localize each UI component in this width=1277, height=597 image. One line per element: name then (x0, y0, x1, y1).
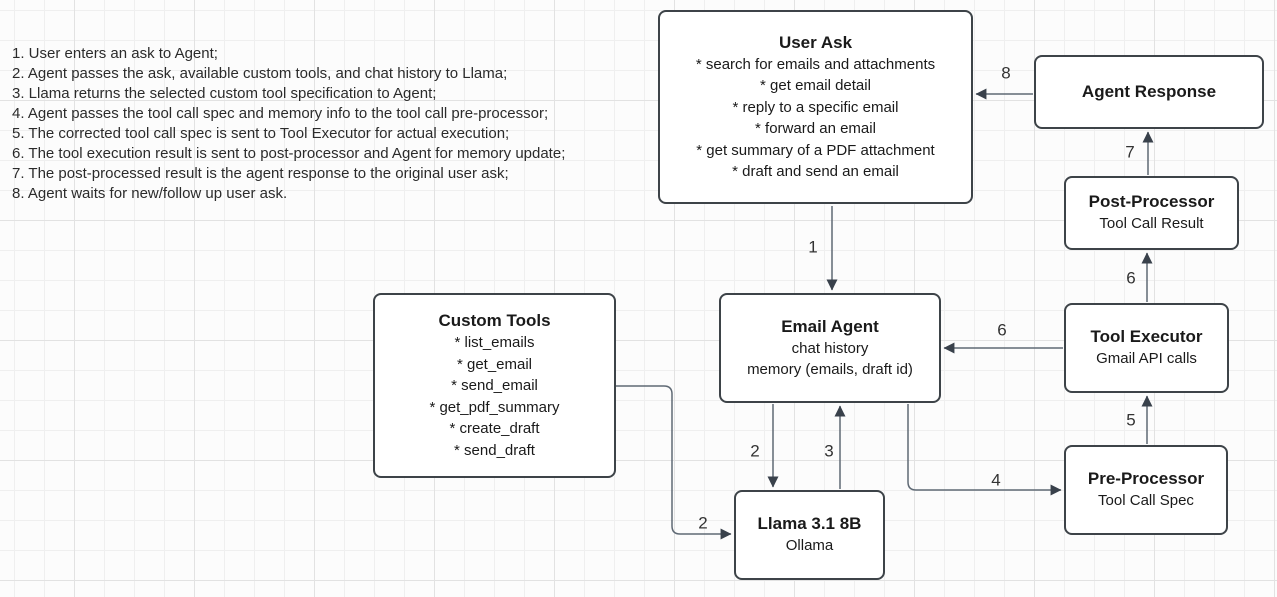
edge-label-6-up: 6 (1126, 268, 1136, 288)
node-title: User Ask (778, 32, 853, 52)
node-line: * get summary of a PDF attachment (696, 141, 935, 159)
node-post-processor[interactable] (1064, 176, 1239, 250)
edge-label-6-left: 6 (997, 320, 1007, 340)
node-title: Llama 3.1 8B (757, 514, 862, 534)
node-line: * get email detail (760, 77, 871, 94)
edge-label-5: 5 (1126, 410, 1136, 430)
node-title: Custom Tools (438, 311, 551, 330)
node-line: * get_pdf_summary (429, 398, 560, 416)
node-line: * draft and send an email (732, 163, 899, 180)
node-subtitle: Gmail API calls (1096, 350, 1197, 368)
node-line: * send_email (451, 377, 538, 394)
node-line: * send_draft (454, 441, 535, 459)
node-line: * forward an email (755, 120, 876, 137)
step-line: 8. Agent waits for new/follow up user ask. (12, 185, 288, 202)
node-agent-response[interactable] (1034, 55, 1264, 129)
edge-label-7: 7 (1125, 142, 1135, 162)
node-email-agent[interactable] (719, 293, 941, 403)
node-custom-tools[interactable] (373, 293, 616, 478)
edge-2-customtools-to-llama (616, 386, 731, 534)
step-line: 1. User enters an ask to Agent; (12, 45, 218, 62)
node-line: * search for emails and attachments (695, 55, 936, 73)
edge-label-3: 3 (824, 441, 834, 461)
node-pre-processor[interactable] (1064, 445, 1228, 535)
edge-label-2: 2 (750, 441, 760, 461)
node-title: Tool Executor (1090, 327, 1203, 347)
step-line: 2. Agent passes the ask, available custom tools, and chat history to Llama; (12, 65, 508, 82)
node-line: * list_emails (454, 334, 535, 351)
node-line: chat history (791, 339, 869, 357)
node-title: Agent Response (1081, 82, 1217, 101)
node-line: * get_email (456, 355, 533, 373)
step-line: 7. The post-processed result is the agent response to the original user ask; (12, 165, 509, 182)
edge-label-4: 4 (991, 470, 1001, 490)
step-line: 3. Llama returns the selected custom tool specification to Agent; (12, 85, 437, 102)
node-tool-executor[interactable] (1064, 303, 1229, 393)
steps-legend (12, 44, 652, 204)
node-title: Email Agent (781, 316, 879, 336)
step-line: 4. Agent passes the tool call spec and memory info to the tool call pre-processor; (12, 105, 549, 122)
step-line: 5. The corrected tool call spec is sent to Tool Executor for actual execution; (12, 125, 510, 142)
edge-label-8: 8 (1001, 63, 1011, 83)
step-line: 6. The tool execution result is sent to post-processor and Agent for memory update; (12, 145, 566, 162)
node-subtitle: Tool Call Result (1099, 215, 1204, 233)
edge-label-1: 1 (808, 237, 818, 257)
node-llama[interactable] (734, 490, 885, 580)
node-line: * reply to a specific email (732, 98, 899, 116)
edge-4-emailagent-to-preprocessor (908, 404, 1061, 490)
node-line: * create_draft (449, 420, 540, 437)
node-subtitle: Ollama (785, 537, 834, 555)
edge-label-2-tools: 2 (698, 513, 708, 533)
node-user-ask[interactable] (658, 10, 973, 204)
node-title: Post-Processor (1088, 192, 1215, 212)
node-subtitle: Tool Call Spec (1098, 492, 1194, 510)
node-title: Pre-Processor (1087, 469, 1205, 489)
node-line: memory (emails, draft id) (747, 361, 913, 378)
